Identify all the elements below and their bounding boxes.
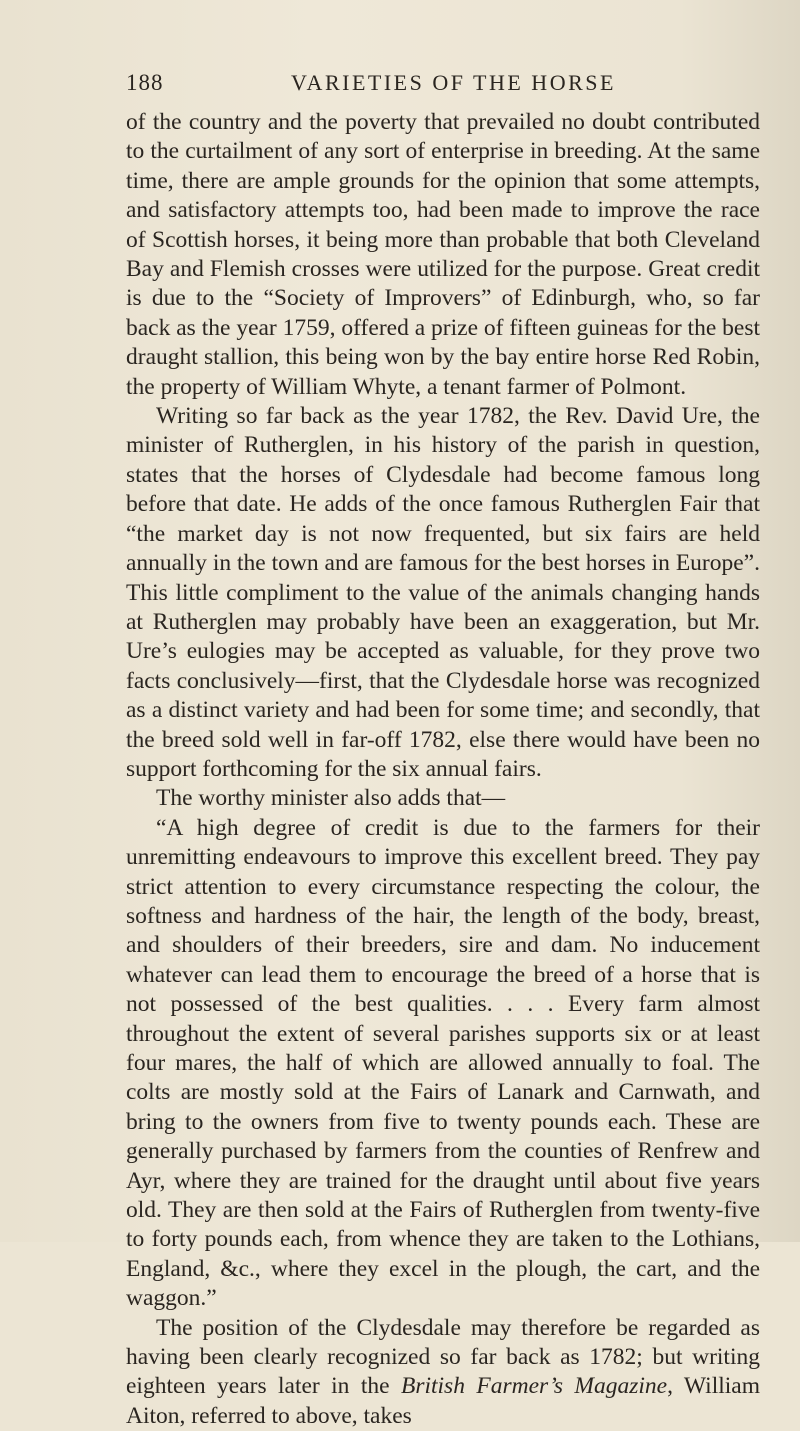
text-run: , William Aiton, referred to above, takes [126,1373,760,1429]
paragraph-position-of-clydesdale [126,1314,760,1431]
running-head: VARIETIES OF THE HORSE [291,70,616,95]
page-header [126,70,760,100]
paragraph-rev-ure: Writing so far back as the year 1782, the Rev. David Ure, the minister of Rutherglen, in his history of the parish in question, states that the horses of Clydesdale had become famous long before that date. He adds of the once famous Rutherglen Fair that “the market day is not now frequented, but six fairs are held annually in the town and are famous for the best horses in Europe”. This little compliment to the value of the animals changing hands at Rutherglen may probably have been an exaggeration, but Mr. Ure’s eulogies may be accepted as valuable, for they prove two facts conclusively—first, that the Clydesdale horse was recognized as a distinct variety and had been for some time; and secondly, that the breed sold well in far-off 1782, else there would have been no support forthcoming for the six annual fairs. [126,403,760,782]
page-number: 188 [126,70,164,95]
paragraph-quotation: “A high degree of credit is due to the farmers for their unremitting endeavours to improve this excellent breed. They pay strict attention to every circumstance respecting the colour, the softness and hardness of the hair, the length of the body, breast, and shoulders of their breeders, sire and dam. No inducement whatever can lead them to encourage the breed of a horse that is not possessed of the best qualities. . . . Every farm almost throughout the extent of several parishes supports six or at least four mares, the half of which are allowed annually to foal. The colts are mostly sold at the Fairs of Lanark and Carnwath, and bring to the owners from five to twenty pounds each. These are generally purchased by farmers from the counties of Renfrew and Ayr, where they are trained for the draught until about five years old. They are then sold at the Fairs of Rutherglen from twenty-five to forty pounds each, from whence they are taken to the Lothians, England, &c., where they excel in the plough, the cart, and the waggon.” [126,814,760,1312]
text-run: The position of the Clydesdale may therefore be regarded as having been clearly recognized so far back as 1782; but writing eighteen years later in the [126,1314,760,1400]
magazine-title: British Farmer’s Magazine [400,1373,668,1400]
body-text [126,108,760,1431]
paragraph-minister-adds: The worthy minister also adds that— [156,785,506,812]
paragraph-continuation: of the country and the poverty that prevailed no doubt contributed to the curtailment of any sort of enterprise in breeding. At the same time, there are ample grounds for the opinion that some attempts, and satisfactory attempts too, had been made to improve the race of Scottish horses, it being more than probable that both Cleveland Bay and Flemish crosses were utilized for the purpose. Great credit is due to the “Society of Improvers” of Edinburgh, who, so far back as the year 1759, offered a prize of fifteen guineas for the best draught stallion, this being won by the bay entire horse Red Robin, the property of William Whyte, a tenant farmer of Polmont. [126,109,760,400]
